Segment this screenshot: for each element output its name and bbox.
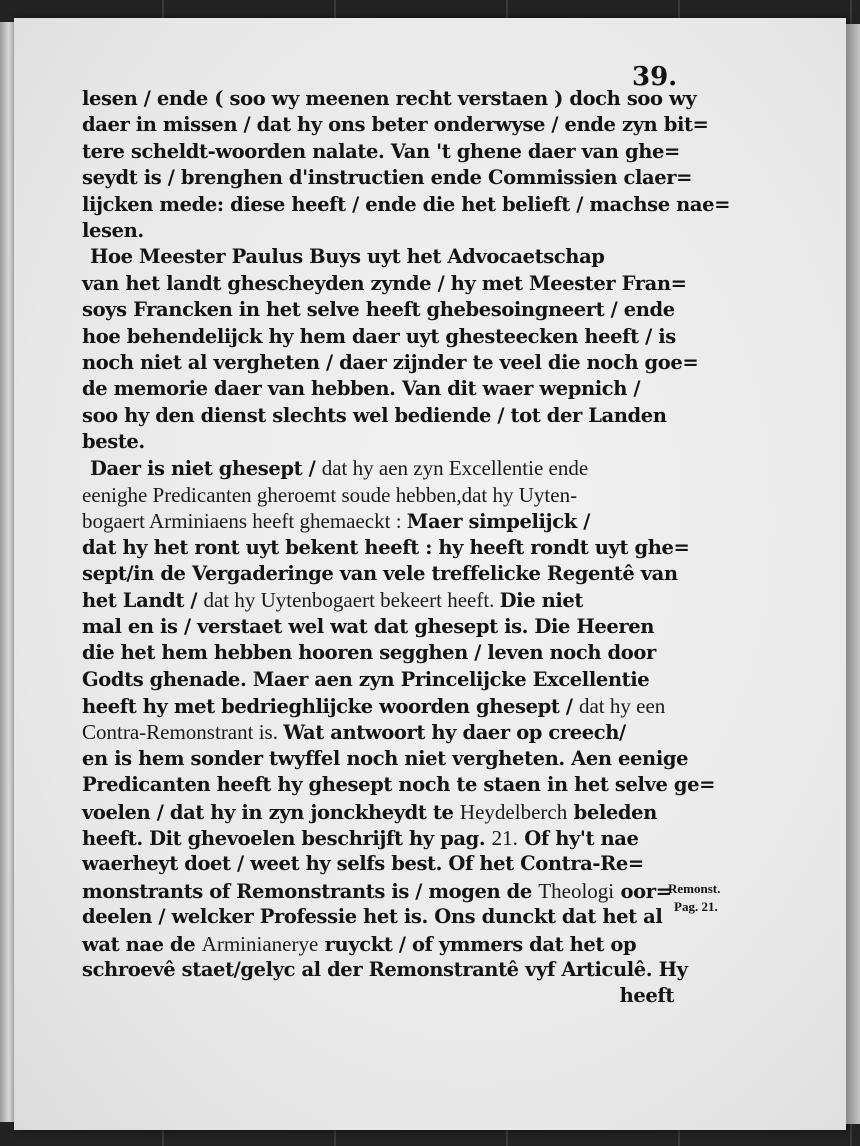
text-line xyxy=(82,376,682,402)
blackletter-text: het Landt / xyxy=(82,589,204,613)
blackletter-text: waerheyt doet / weet hy selfs best. Of het Contra-Re= xyxy=(82,852,644,876)
blackletter-text: beleden xyxy=(567,800,657,824)
blackletter-text: soys Francken in het selve heeft ghebesoingneert / ende xyxy=(82,298,675,322)
right-page-edge xyxy=(846,24,860,1124)
page-number: 39. xyxy=(632,62,678,92)
text-line xyxy=(82,957,688,983)
roman-text: Heydelberch xyxy=(459,799,568,824)
blackletter-text: noch niet al vergheten / daer zijnder te veel die noch goe= xyxy=(82,350,699,374)
blackletter-text: ruyckt / of ymmers dat het op xyxy=(318,932,637,956)
blackletter-text: Maer simpelijck / xyxy=(406,510,590,534)
text-line xyxy=(82,587,682,613)
blackletter-text: lijcken mede: diese heeft / ende die het belieft / machse nae= xyxy=(82,192,731,216)
text-line xyxy=(82,218,682,244)
text-line xyxy=(82,482,682,508)
text-line xyxy=(82,878,682,904)
text-line xyxy=(82,86,697,112)
blackletter-text: schroevê staet/gelyc al der Remonstrantê vyf Articulê. Hy xyxy=(82,957,688,981)
text-line xyxy=(82,429,682,455)
blackletter-text: deelen / welcker Professie het is. Ons dunckt dat het al xyxy=(82,905,663,929)
blackletter-text: hoe behendelijck hy hem daer uyt ghesteecken heeft / is xyxy=(82,324,676,348)
blackletter-text: Predicanten heeft hy ghesept noch te staen in het selve ge= xyxy=(82,773,716,797)
blackletter-text: dat hy het ront uyt bekent heeft : hy heeft rondt uyt ghe= xyxy=(82,535,690,559)
blackletter-text: monstrants of Remonstrants is / mogen de xyxy=(82,879,539,903)
blackletter-text: Hoe Meester Paulus Buys uyt het Advocaetschap xyxy=(90,245,605,269)
blackletter-text: lesen / ende ( soo wy meenen recht verstaen ) doch soo wy xyxy=(82,87,697,110)
blackletter-text: mal en is / verstaet wel wat dat ghesept is. Die Heeren xyxy=(82,614,655,638)
text-line xyxy=(82,693,682,719)
text-line xyxy=(82,719,682,745)
roman-text: dat hy een xyxy=(578,693,666,718)
roman-text: bogaert Arminiaens heeft ghemaeckt : xyxy=(82,509,407,534)
text-line xyxy=(82,244,682,270)
margin-note xyxy=(668,880,720,916)
text-line xyxy=(82,931,682,957)
text-line xyxy=(82,772,716,798)
blackletter-text: heeft hy met bedrieghlijcke woorden ghesept / xyxy=(82,694,579,718)
roman-text: Arminianerye xyxy=(201,931,319,956)
text-line xyxy=(82,667,682,693)
roman-text: Theologi xyxy=(538,878,615,903)
roman-text: Contra-Remonstrant is. xyxy=(82,720,284,745)
margin-note-line-2: Pag. 21. xyxy=(674,899,718,914)
text-line xyxy=(82,403,682,429)
roman-text: dat hy Uytenbogaert bekeert heeft. xyxy=(203,588,500,613)
blackletter-text: tere scheldt-woorden nalate. Van 't ghene daer van ghe= xyxy=(82,139,680,163)
roman-text: 21. xyxy=(491,825,518,850)
blackletter-text: de memorie daer van hebben. Van dit waer wepnich / xyxy=(82,377,641,401)
text-line xyxy=(82,112,709,138)
text-line xyxy=(82,535,690,561)
left-page-edge xyxy=(0,22,14,1122)
text-line xyxy=(82,192,731,218)
text-line xyxy=(82,640,682,666)
text-line xyxy=(82,799,682,825)
body-text xyxy=(82,86,731,1010)
text-line xyxy=(82,825,682,851)
blackletter-text: sept/in de Vergaderinge van vele treffelicke Regentê van xyxy=(82,562,678,586)
blackletter-text: soo hy den dienst slechts wel bediende / tot der Landen xyxy=(82,403,667,427)
text-line xyxy=(82,746,689,772)
blackletter-text: die het hem hebben hooren segghen / leven noch door xyxy=(82,641,656,665)
blackletter-text: Of hy't nae xyxy=(517,826,639,850)
blackletter-text: beste. xyxy=(82,430,145,454)
text-line xyxy=(82,614,682,640)
blackletter-text: Daer is niet ghesept / xyxy=(90,457,322,481)
blackletter-text: heeft. Dit ghevoelen beschrijft hy pag. xyxy=(82,826,492,850)
blackletter-text: Godts ghenade. Maer aen zyn Princelijcke Excellentie xyxy=(82,667,650,691)
blackletter-text: oor= xyxy=(614,879,672,903)
text-line xyxy=(82,508,682,534)
roman-text: dat hy aen zyn Excellentie ende xyxy=(321,456,589,481)
blackletter-text: van het landt ghescheyden zynde / hy met Meester Fran= xyxy=(82,271,687,295)
text-line xyxy=(82,851,682,877)
text-line xyxy=(82,904,682,930)
text-line xyxy=(82,139,682,165)
text-line xyxy=(82,271,687,297)
catchword: heeft xyxy=(619,984,674,1008)
blackletter-text: Die niet xyxy=(499,589,583,613)
blackletter-text: lesen. xyxy=(82,218,144,242)
blackletter-text: daer in missen / dat hy ons beter onderwyse / ende zyn bit= xyxy=(82,113,709,137)
text-line xyxy=(82,297,682,323)
blackletter-text: en is hem sonder twyffel noch niet vergheten. Aen eenige xyxy=(82,746,689,770)
blackletter-text: Wat antwoort hy daer op creech/ xyxy=(283,721,626,745)
margin-note-line-1: Remonst. xyxy=(668,881,721,896)
text-line xyxy=(82,561,682,587)
text-line xyxy=(82,350,699,376)
roman-text: eenighe Predicanten gheroemt soude hebben,dat hy Uyten- xyxy=(82,482,578,507)
blackletter-text: wat nae de xyxy=(82,932,202,956)
text-line xyxy=(82,324,682,350)
blackletter-text: seydt is / brenghen d'instructien ende Commissien claer= xyxy=(82,166,693,190)
blackletter-text: voelen / dat hy in zyn jonckheydt te xyxy=(82,800,460,824)
text-line xyxy=(82,455,682,481)
text-line xyxy=(82,165,693,191)
